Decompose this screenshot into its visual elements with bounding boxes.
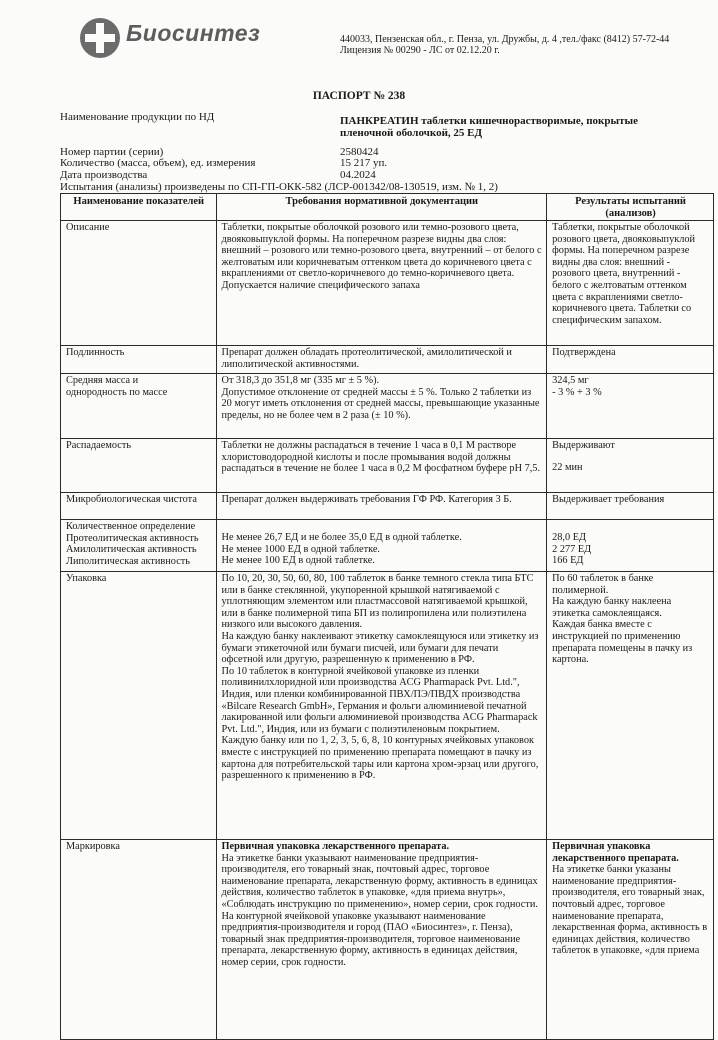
- row-name-assay-line2: Протеолитическая активность: [66, 532, 199, 544]
- result-marking: [547, 840, 714, 1040]
- result-packaging-p2: На каждую банку наклеена этикетка самоклеящаяся.: [552, 596, 672, 619]
- quantity-value: 15 217 уп.: [340, 157, 388, 169]
- requirement-identity: Препарат должен обладать протеолитической, амилолитической и липолитической активностями.: [216, 346, 547, 374]
- requirement-packaging-p1: По 10, 20, 30, 50, 60, 80, 100 таблеток в банке темного стекла типа БТС или в банке стеклянной, укупоренной крышкой натягиваемой с уплотняющим элементом или пластмассовой натягиваемой крышкой, или в банке полимерной типа БП из полипропилена или полиэтилена низкого или высокого давления.: [221, 573, 534, 631]
- requirement-marking-p2: На контурной ячейковой упаковке указывают наименование предприятия-производителя и город (ПАО «Биосинтез», г. Пенза), товарный знак предприятия-производителя, торговое наименование препарата, лекарственную форму, активность в единицах действия, номер серии, срок годности.: [221, 910, 521, 968]
- row-name-assay: [61, 520, 217, 572]
- result-description: Таблетки, покрытые оболочкой розового цвета, двояковыпуклой формы. На поперечном разрезе видны два слоя: внешний - розового цвета, внутренний - белого с желтоватым оттенком цвета с вкраплениями светло-коричневого цвета. Таблетки со специфическим запахом.: [547, 221, 714, 346]
- requirement-microbiology: Препарат должен выдерживать требования ГФ РФ. Категория 3 Б.: [216, 493, 547, 520]
- cross-logo-icon: [78, 16, 122, 60]
- requirement-disintegration: Таблетки не должны распадаться в течение 1 часа в 0,1 М растворе хлористоводородной кислоты и после промывания водой должны распадаться в течение не более 1 часа в 0,2 М фосфатном буфере pH 7,5.: [216, 439, 547, 493]
- batch-value: 2580424: [340, 146, 379, 158]
- table-row: [61, 520, 714, 572]
- result-microbiology: Выдерживает требования: [547, 493, 714, 520]
- requirement-mass-rest: Допустимое отклонение от средней массы ± 5 %. Только 2 таблетки из 20 могут иметь отклонения от средней массы, превышающие указанные пределы, но не более чем в 2 раза (± 10 %).: [221, 386, 540, 421]
- table-row: [61, 493, 714, 520]
- result-packaging-p3: Каждая банка вместе с инструкцией по применению препарата помещены в пачку из картона.: [552, 619, 693, 666]
- requirement-packaging-p4: Каждую банку или по 1, 2, 3, 5, 6, 8, 10 контурных ячейковых упаковок вместе с инструкцией по применению препарата помещают в пачку из картона для потребительской тары или картона хром-эрзац или другого, разрешенного к применению в РФ.: [221, 735, 539, 782]
- row-name-packaging: Упаковка: [61, 572, 217, 840]
- result-mass-line1: 324,5 мг: [552, 375, 589, 386]
- table-row: [61, 346, 714, 374]
- row-name-description: Описание: [61, 221, 217, 346]
- company-name: Биосинтез: [126, 20, 261, 46]
- result-disintegration-line2: 22 мин: [552, 461, 583, 473]
- row-name-disintegration: Распадаемость: [61, 439, 217, 493]
- requirement-packaging-p3: По 10 таблеток в контурной ячейковой упаковке из пленки поливинилхлоридной или производства ACG Pharmapack Pvt. Ltd.", Индия, или пленки комбинированной ПВХ/ПЭ/ПВДХ производства «Bilcare Research GmbH», Германия и фольги алюминиевой печатной лакированной или фольги алюминиевой производства ACG Pharmapack Pvt. Ltd.", Индия, или из бумаги с полиэтиленовым покрытием.: [221, 665, 538, 735]
- table-header-row: [61, 194, 714, 221]
- product-value-line2: пленочной оболочкой, 25 ЕД: [340, 127, 483, 139]
- requirement-assay: [216, 520, 547, 572]
- requirement-mass-line1: От 318,3 до 351,8 мг (335 мг ± 5 %).: [221, 375, 380, 386]
- header-requirements: Требования нормативной документации: [216, 194, 547, 221]
- contact-license: Лицензия № 00290 - ЛС от 02.12.20 г.: [340, 45, 500, 56]
- result-identity: Подтверждена: [547, 346, 714, 374]
- requirement-description: Таблетки, покрытые оболочкой розового или темно-розового цвета, двояковыпуклой формы. На поперечном разрезе видны два слоя: внешний – розового или темно-розового цвета, внутренний – от белого с желтоватым или коричневатым оттенком цвета до коричневого цвета с вкраплениями от светло-коричневого до темно-коричневого цвета. Допускается наличие специфического запаха: [216, 221, 547, 346]
- table-row: [61, 374, 714, 439]
- batch-label: Номер партии (серии): [60, 146, 164, 158]
- passport-table: [60, 193, 714, 1040]
- requirement-packaging: [216, 572, 547, 840]
- row-name-assay-line1: Количественное определение: [66, 521, 196, 532]
- table-row: [61, 572, 714, 840]
- requirement-mass: [216, 374, 547, 439]
- row-name-marking: Маркировка: [61, 840, 217, 1040]
- product-value-line1: ПАНКРЕАТИН таблетки кишечнорастворимые, покрытые: [340, 115, 638, 127]
- result-assay-line1: 28,0 ЕД: [552, 532, 587, 543]
- row-name-mass-line1: Средняя масса и: [66, 375, 139, 386]
- requirement-marking: [216, 840, 547, 1040]
- row-name-microbiology: Микробиологическая чистота: [61, 493, 217, 520]
- company-contacts: [340, 34, 669, 56]
- result-packaging-p1: По 60 таблеток в банке полимерной.: [552, 573, 654, 596]
- table-row: [61, 840, 714, 1040]
- result-marking-p1: На этикетке банки указаны наименование предприятия-производителя, его товарный знак, почтовый адрес, торговое наименование препарата, лекарственная форма, активность в единицах действия, количество таблеток в упаковке, «для приема: [552, 864, 708, 957]
- row-name-identity: Подлинность: [61, 346, 217, 374]
- row-name-assay-line3: Амилолитическая активность: [66, 544, 197, 556]
- row-name-mass-line2: однородность по массе: [66, 386, 168, 398]
- product-label: Наименование продукции по НД: [60, 111, 215, 123]
- result-assay-line2: 2 277 ЕД: [552, 543, 592, 555]
- result-marking-heading: Первичная упаковка лекарственного препарата.: [552, 841, 679, 864]
- result-disintegration-line1: Выдерживают: [552, 440, 615, 451]
- requirement-assay-line1: Не менее 26,7 ЕД и не более 35,0 ЕД в одной таблетке.: [221, 532, 462, 543]
- table-row: [61, 439, 714, 493]
- quantity-label: Количество (масса, объем), ед. измерения: [60, 157, 256, 169]
- requirement-assay-line3: Не менее 100 ЕД в одной таблетке.: [221, 555, 375, 567]
- header-indicator: Наименование показателей: [61, 194, 217, 221]
- tests-line: Испытания (анализы) произведены по СП-ГП-ОКК-582 (ЛСР-001342/08-130519, изм. № 1, 2): [60, 181, 498, 193]
- row-name-assay-line4: Липолитическая активность: [66, 555, 190, 567]
- result-assay-line3: 166 ЕД: [552, 555, 584, 567]
- result-packaging: [547, 572, 714, 840]
- requirement-marking-p1: На этикетке банки указывают наименование предприятия-производителя, его товарный знак, почтовый адрес, торговое наименование препарата, лекарственную форму, активность в единицах действия, количество таблеток в упаковке, «для приема внутрь», «Соблюдать инструкцию по применению», номер серии, срок годности.: [221, 852, 538, 910]
- table-row: [61, 221, 714, 346]
- header-results: Результаты испытаний (анализов): [547, 194, 714, 221]
- requirement-marking-heading: Первичная упаковка лекарственного препарата.: [221, 841, 450, 852]
- result-mass-line2: - 3 % + 3 %: [552, 386, 602, 398]
- contact-address: 440033, Пензенская обл., г. Пенза, ул. Дружбы, д. 4 ,тел./факс (8412) 57-72-44: [340, 34, 670, 45]
- document-title: ПАСПОРТ № 238: [312, 90, 406, 102]
- production-date-value: 04.2024: [340, 169, 376, 181]
- row-name-mass: [61, 374, 217, 439]
- production-date-label: Дата производства: [60, 169, 148, 181]
- requirement-packaging-p2: На каждую банку наклеивают этикетку самоклеящуюся или этикетку из бумаги этикеточной или бумаги писчей, или бумаги для печати офсетной или другую, разрешенную к применению в РФ.: [221, 630, 539, 666]
- requirement-assay-line2: Не менее 1000 ЕД в одной таблетке.: [221, 543, 381, 555]
- result-assay: [547, 520, 714, 572]
- company-logo: [78, 14, 278, 64]
- result-mass: [547, 374, 714, 439]
- result-disintegration: [547, 439, 714, 493]
